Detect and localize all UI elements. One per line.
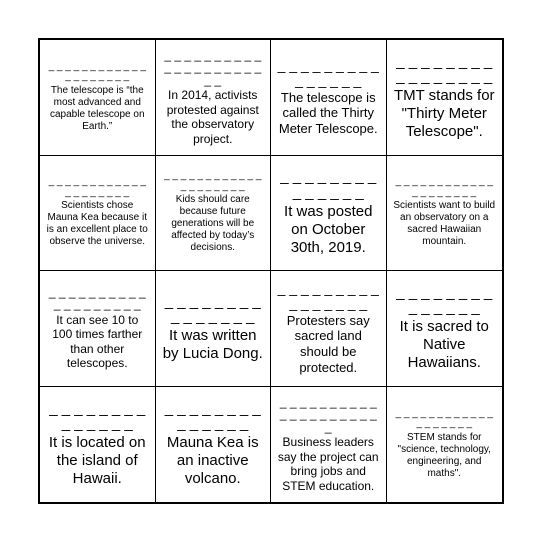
bingo-cell[interactable] [156,156,272,272]
answer-blank: _ _ _ _ _ _ _ _ _ _ _ _ _ _ _ _ [396,52,493,86]
bingo-cell[interactable] [271,40,387,156]
clue-text: Kids should care because future generations will be affected by today’s decisions. [171,194,255,254]
clue-text: It was written by Lucia Dong. [162,327,263,362]
answer-blank: _ _ _ _ _ _ _ _ _ _ _ _ _ _ _ _ _ _ _ _ [48,60,146,83]
clue-text: The telescope is “the most advanced and capable telescope on Earth.” [49,84,145,132]
bingo-cell[interactable] [40,156,156,272]
answer-blank: _ _ _ _ _ _ _ _ _ _ _ _ _ _ _ [277,57,379,88]
bingo-cell[interactable] [156,40,272,156]
clue-text: TMT stands for "Thirty Meter Telescope". [393,87,495,140]
bingo-cell[interactable] [387,40,503,156]
clue-text: It was posted on October 30th, 2019. [284,202,373,256]
bingo-cell[interactable] [156,387,272,503]
answer-blank: _ _ _ _ _ _ _ _ _ _ _ _ _ _ _ _ _ _ _ _ [395,176,493,198]
clue-text: In 2014, activists protested against the observatory project. [166,88,259,146]
answer-blank: _ _ _ _ _ _ _ _ _ _ _ _ _ _ _ _ _ _ _ [48,284,146,312]
answer-blank: _ _ _ _ _ _ _ _ _ _ _ _ _ _ [280,168,377,201]
clue-text: Business leaders say the project can bring jobs and STEM education. [277,435,379,493]
clue-text: Mauna Kea is an inactive volcano. [166,434,259,487]
answer-blank: _ _ _ _ _ _ _ _ _ _ _ _ _ _ _ _ _ _ _ _ _ [279,394,377,434]
clue-text: It is located on the island of Hawaii. [48,434,146,487]
answer-blank: _ _ _ _ _ _ _ _ _ _ _ _ _ _ [164,399,261,433]
answer-blank: _ _ _ _ _ _ _ _ _ _ _ _ _ _ _ _ _ _ _ [395,407,493,430]
bingo-cell[interactable] [271,156,387,272]
bingo-cell[interactable] [271,387,387,503]
clue-text: It can see 10 to 100 times farther than other telescopes. [52,313,143,371]
bingo-cell[interactable] [40,271,156,387]
bingo-cell[interactable] [40,387,156,503]
bingo-cell[interactable] [156,271,272,387]
answer-blank: _ _ _ _ _ _ _ _ _ _ _ _ _ _ _ _ _ _ _ _ [48,176,146,198]
clue-text: The telescope is called the Thirty Meter Telescope. [278,89,378,136]
bingo-cell[interactable] [387,271,503,387]
bingo-board [38,38,504,504]
clue-text: Protesters say sacred land should be protected. [286,312,370,375]
bingo-cell[interactable] [387,156,503,272]
answer-blank: _ _ _ _ _ _ _ _ _ _ _ _ _ _ [396,283,493,317]
answer-blank: _ _ _ _ _ _ _ _ _ _ _ _ _ _ _ _ [277,280,379,312]
bingo-cell[interactable] [271,271,387,387]
bingo-cell[interactable] [40,40,156,156]
answer-blank: _ _ _ _ _ _ _ _ _ _ _ _ _ _ _ [164,292,261,326]
answer-blank: _ _ _ _ _ _ _ _ _ _ _ _ _ _ [49,399,146,433]
answer-blank: _ _ _ _ _ _ _ _ _ _ _ _ _ _ _ _ _ _ _ _ _ _ [164,47,262,87]
clue-text: STEM stands for "science, technology, engineering, and maths". [397,431,491,479]
bingo-cell[interactable] [387,387,503,503]
answer-blank: _ _ _ _ _ _ _ _ _ _ _ _ _ _ _ _ _ _ _ _ [164,170,262,192]
clue-text: Scientists want to build an observatory on a sacred Hawaiian mountain. [393,200,496,248]
clue-text: Scientists chose Mauna Kea because it is an excellent place to observe the universe. [46,200,148,248]
clue-text: It is sacred to Native Hawaiians. [399,318,489,371]
